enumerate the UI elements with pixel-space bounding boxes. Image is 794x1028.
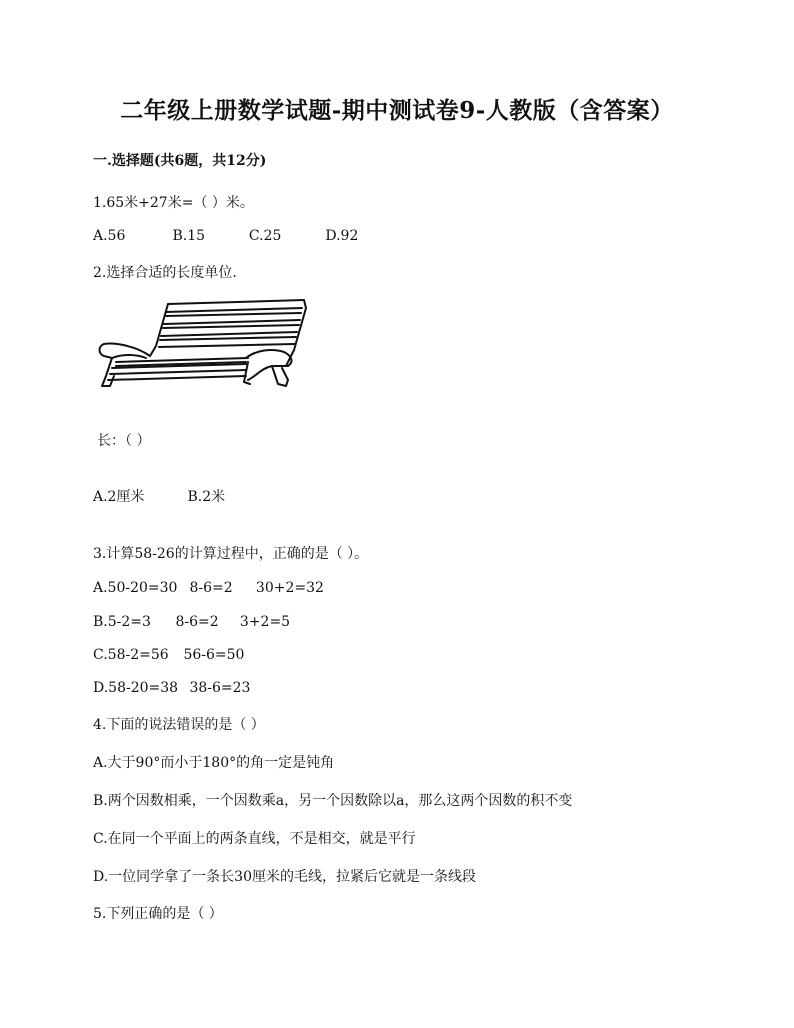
section-heading: 一.选择题(共6题，共12分) — [93, 153, 267, 169]
q4-option-c: C.在同一个平面上的两条直线，不是相交，就是平行 — [93, 831, 416, 847]
q4-option-a: A.大于90°而小于180°的角一定是钝角 — [93, 755, 335, 771]
q2-option-b: B.2米 — [187, 489, 226, 505]
question-4-stem: 4.下面的说法错误的是（ ） — [93, 717, 265, 733]
q4-option-d: D.一位同学拿了一条长30厘米的毛线，拉紧后它就是一条线段 — [93, 869, 476, 885]
q3-option-d: D.58-20=38 38-6=23 — [93, 680, 251, 696]
q3-option-b: B.5-2=3 8-6=2 3+2=5 — [93, 614, 291, 630]
q3-option-a: A.50-20=30 8-6=2 30+2=32 — [93, 580, 324, 596]
q2-option-a: A.2厘米 — [93, 489, 145, 505]
q4-option-b: B.两个因数相乘，一个因数乘a，另一个因数除以a，那么这两个因数的积不变 — [93, 793, 573, 809]
q3-option-c: C.58-2=56 56-6=50 — [93, 647, 245, 663]
question-2-stem: 2.选择合适的长度单位. — [93, 265, 237, 281]
question-3-stem: 3.计算58-26的计算过程中，正确的是（ ）。 — [93, 546, 369, 562]
q1-option-a: A.56 — [93, 228, 126, 244]
question-2-options — [93, 486, 225, 506]
bench-image — [96, 296, 312, 392]
q1-option-b: B.15 — [172, 228, 206, 244]
question-1-stem: 1.65米+27米=（ ）米。 — [93, 195, 254, 211]
q1-option-d: D.92 — [325, 228, 359, 244]
q1-option-c: C.25 — [248, 228, 282, 244]
question-5-stem: 5.下列正确的是（ ） — [93, 906, 223, 922]
document-title: 二年级上册数学试题-期中测试卷9-人教版（含答案） — [120, 97, 674, 124]
question-1-options — [93, 228, 358, 244]
question-2-blank: 长：（ ） — [97, 433, 151, 449]
